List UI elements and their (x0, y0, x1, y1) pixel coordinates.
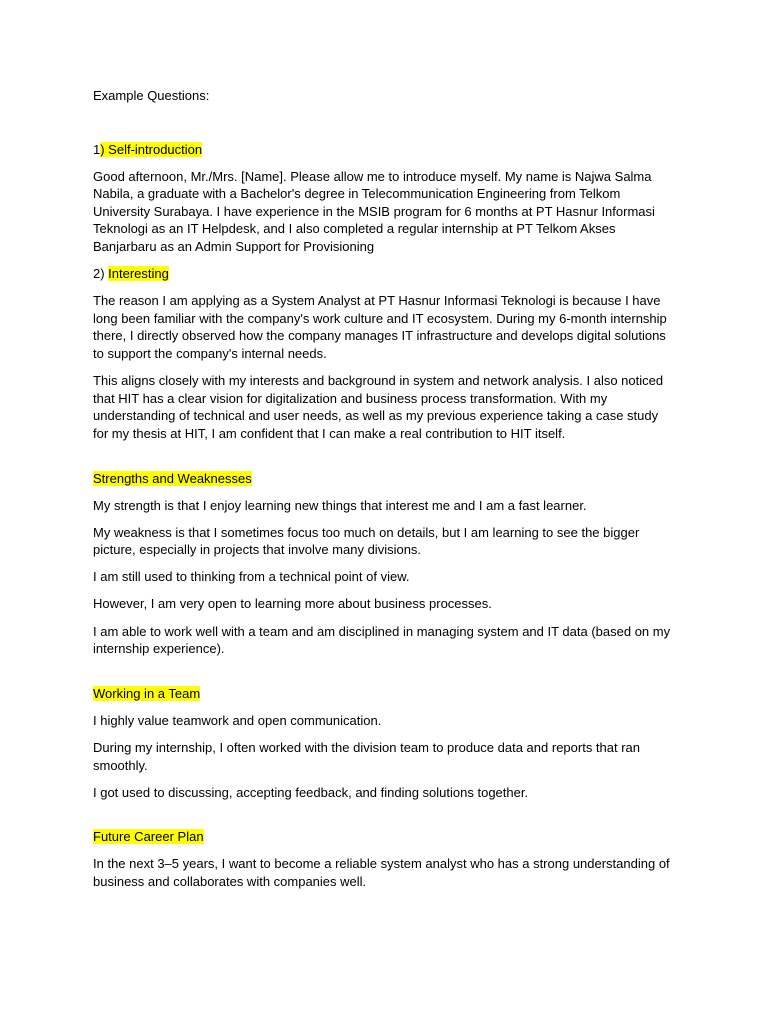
paragraph: I highly value teamwork and open communication. (93, 712, 382, 728)
section-number: 1 (93, 141, 101, 157)
intro-line: Example Questions: (93, 88, 210, 103)
section-heading-strengths-weaknesses (93, 470, 673, 488)
paragraph: This aligns closely with my interests and background in system and network analysis. I also noticed that HIT has a clear vision for digitalization and business process transformation. With my understanding of technical and user needs, as well as my previous experience taking a case study for my thesis at HIT, I am confident that I can make a real contribution to HIT itself. (93, 373, 664, 441)
paragraph: The reason I am applying as a System Analyst at PT Hasnur Informasi Teknologi is because I have long been familiar with the company's work culture and IT ecosystem. During my 6-month internship there, I directly observed how the company manages IT infrastructure and develops digital solutions to support the company's internal needs. (93, 293, 667, 362)
highlighted-heading: Interesting (108, 266, 169, 282)
paragraph: However, I am very open to learning more about business processes. (93, 596, 492, 612)
section-heading-future-career-plan (93, 828, 673, 846)
section-number: 2) (93, 266, 109, 282)
highlighted-heading: ) Self-introduction (100, 141, 203, 157)
section-heading-interesting (93, 265, 673, 283)
paragraph: My strength is that I enjoy learning new things that interest me and I am a fast learner. (93, 497, 587, 513)
paragraph: I got used to discussing, accepting feedback, and finding solutions together. (93, 784, 529, 800)
section-heading-self-introduction (93, 141, 673, 159)
paragraph: My weakness is that I sometimes focus too much on details, but I am learning to see the bigger picture, especially in projects that involve many divisions. (93, 524, 640, 558)
highlighted-heading: Future Career Plan (93, 829, 204, 845)
paragraph: Good afternoon, Mr./Mrs. [Name]. Please allow me to introduce myself. My name is Najwa Salma Nabila, a graduate with a Bachelor's degree in Telecommunication Engineering from Telkom University Surabaya. I have experience in the MSIB program for 6 months at PT Hasnur Informasi Teknologi as an IT Helpdesk, and I also completed a regular internship at PT Telkom Akses Banjarbaru as an Admin Support for Provisioning (93, 168, 655, 255)
section-heading-working-in-team (93, 685, 673, 703)
highlighted-heading: Strengths and Weaknesses (93, 470, 252, 486)
paragraph: I am able to work well with a team and am disciplined in managing system and IT data (based on my internship experience). (93, 623, 671, 657)
paragraph: In the next 3–5 years, I want to become a reliable system analyst who has a strong understanding of business and collaborates with companies well. (93, 856, 670, 889)
highlighted-heading: Working in a Team (93, 685, 201, 701)
paragraph: I am still used to thinking from a technical point of view. (93, 569, 410, 585)
paragraph: During my internship, I often worked with the division team to produce data and reports that ran smoothly. (93, 739, 641, 773)
